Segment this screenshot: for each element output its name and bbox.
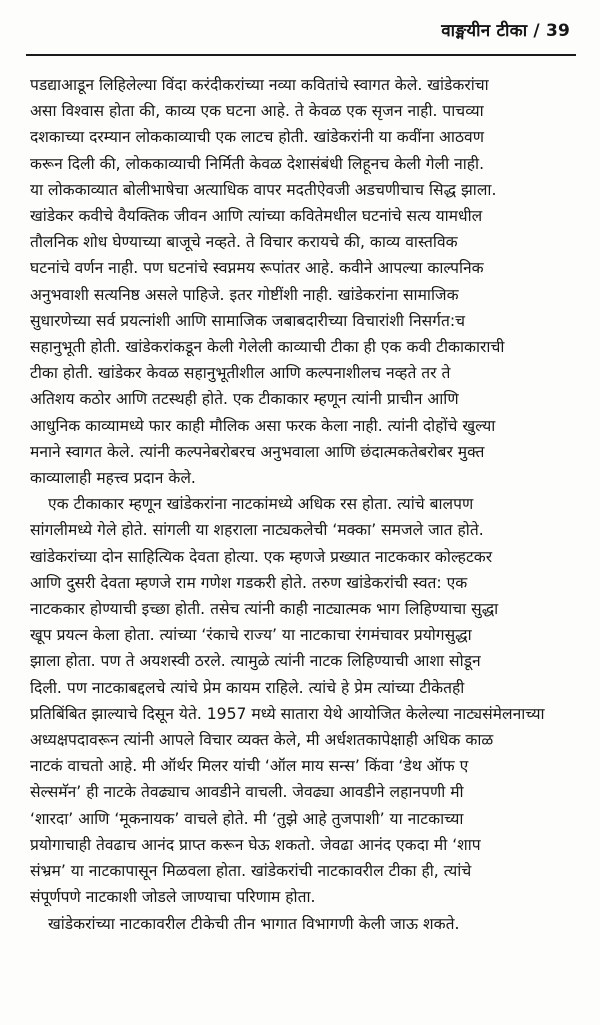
- page-body: [30, 72, 570, 937]
- text-line: दशकाच्या दरम्यान लोककाव्याची एक लाटच होती. खांडेकरांनी या कवींना आठवण: [30, 128, 484, 147]
- running-head: वाङ्मयीन टीका / 39: [441, 21, 570, 41]
- text-line: आणि दुसरी देवता म्हणजे राम गणेश गडकरी होते. तरुण खांडेकरांची स्वत: एक: [30, 573, 468, 592]
- text-line: घटनांचे वर्णन नाही. पण घटनांचे स्वप्नमय रूपांतर आहे. कवीने आपल्या काल्पनिक: [30, 259, 484, 278]
- text-line: आधुनिक काव्यामध्ये फार काही मौलिक असा फरक केला नाही. त्यांनी दोहोंचे खुल्या: [30, 416, 496, 435]
- text-line: खूप प्रयत्न केला होता. त्यांच्या ‘रंकाचे राज्य’ या नाटकाचा रंगमंचावर प्रयोगसुद्धा: [30, 626, 472, 645]
- text-line: प्रतिबिंबित झाल्याचे दिसून येते. 1957 मध्ये सातारा येथे आयोजित केलेल्या नाट्यसंमेलनाच्या: [30, 704, 545, 723]
- text-line: ‘शारदा’ आणि ‘मूकनायक’ वाचले होते. मी ‘तुझे आहे तुजपाशी’ या नाटकाच्या: [30, 809, 464, 828]
- text-line: मनाने स्वागत केले. त्यांनी कल्पनेबरोबरच अनुभवाला आणि छंदात्मकतेबरोबर मुक्त: [30, 442, 485, 461]
- text-line: सहानुभूती होती. खांडेकरांकडून केली गेलेली काव्याची टीका ही एक कवी टीकाकाराची: [30, 338, 505, 357]
- text-line: खांडेकरांच्या नाटकावरील टीकेची तीन भागात विभागणी केली जाऊ शकते.: [48, 914, 460, 933]
- text-line: नाटककार होण्याची इच्छा होती. तसेच त्यांनी काही नाट्यात्मक भाग लिहिण्याचा सुद्धा: [30, 600, 499, 619]
- text-line: तौलनिक शोध घेण्याच्या बाजूचे नव्हते. ते विचार करायचे की, काव्य वास्तविक: [30, 233, 458, 252]
- text-line: या लोककाव्यात बोलीभाषेचा अत्याधिक वापर मदतीऐवजी अडचणीचाच सिद्ध झाला.: [30, 180, 497, 199]
- text-line: प्रयोगाचाही तेवढाच आनंद प्राप्त करून घेऊ शकतो. जेवढा आनंद एकदा मी ‘शाप: [30, 835, 481, 854]
- text-line: अध्यक्षपदावरून त्यांनी आपले विचार व्यक्त केले, मी अर्धशतकापेक्षाही अधिक काळ: [30, 731, 494, 750]
- header-rule: [26, 54, 576, 56]
- text-line: झाला होता. पण ते अयशस्वी ठरले. त्यामुळे त्यांनी नाटक लिहिण्याची आशा सोडून: [30, 652, 481, 671]
- text-line: सांगलीमध्ये गेले होते. सांगली या शहराला नाट्यकलेची ‘मक्का’ समजले जात होते.: [30, 521, 484, 540]
- text-line: अतिशय कठोर आणि तटस्थही होते. एक टीकाकार म्हणून त्यांनी प्राचीन आणि: [30, 390, 459, 409]
- text-line: संभ्रम’ या नाटकापासून मिळवला होता. खांडेकरांची नाटकावरील टीका ही, त्यांचे: [30, 862, 472, 881]
- text-line: पडद्याआडून लिहिलेल्या विंदा करंदीकरांच्या नव्या कवितांचे स्वागत केले. खांडेकरांचा: [30, 76, 489, 94]
- text-line: सेल्समॅन’ ही नाटके तेवढ्याच आवडीने वाचली. जेवढ्या आवडीने लहानपणी मी: [30, 783, 464, 802]
- text-line: नाटकं वाचतो आहे. मी ऑर्थर मिलर यांची ‘ऑल माय सन्स’ किंवा ‘डेथ ऑफ ए: [30, 757, 469, 776]
- text-line: सुधारणेच्या सर्व प्रयत्नांशी आणि सामाजिक जबाबदारीच्या विचारांशी निसर्गत:च: [30, 311, 465, 330]
- text-line: टीका होती. खांडेकर केवळ सहानुभूतीशील आणि कल्पनाशीलच नव्हते तर ते: [30, 364, 451, 383]
- text-line: खांडेकरांच्या दोन साहित्यिक देवता होत्या. एक म्हणजे प्रख्यात नाटककार कोल्हटकर: [30, 547, 493, 566]
- text-line: काव्यालाही महत्त्व प्रदान केले.: [30, 469, 196, 488]
- text-line: दिली. पण नाटकाबद्दलचे त्यांचे प्रेम कायम राहिले. त्यांचे हे प्रेम त्यांच्या टीकेतही: [30, 678, 465, 697]
- text-line: करून दिली की, लोककाव्याची निर्मिती केवळ देशासंबंधी लिहूनच केली गेली नाही.: [30, 154, 485, 173]
- text-line: एक टीकाकार म्हणून खांडेकरांना नाटकांमध्ये अधिक रस होता. त्यांचे बालपण: [48, 495, 474, 514]
- text-line: खांडेकर कवीचे वैयक्तिक जीवन आणि त्यांच्या कवितेमधील घटनांचे सत्य यामधील: [30, 207, 483, 226]
- text-line: असा विश्वास होता की, काव्य एक घटना आहे. ते केवळ एक सृजन नाही. पाचव्या: [30, 102, 484, 121]
- paragraph-1: [30, 72, 570, 491]
- text-line: अनुभवाशी सत्यनिष्ठ असले पाहिजे. इतर गोष्टींशी नाही. खांडेकरांना सामाजिक: [30, 285, 459, 304]
- paragraph-2: [30, 491, 570, 910]
- text-line: संपूर्णपणे नाटकाशी जोडले जाण्याचा परिणाम होता.: [30, 888, 316, 907]
- paragraph-3: [30, 911, 570, 937]
